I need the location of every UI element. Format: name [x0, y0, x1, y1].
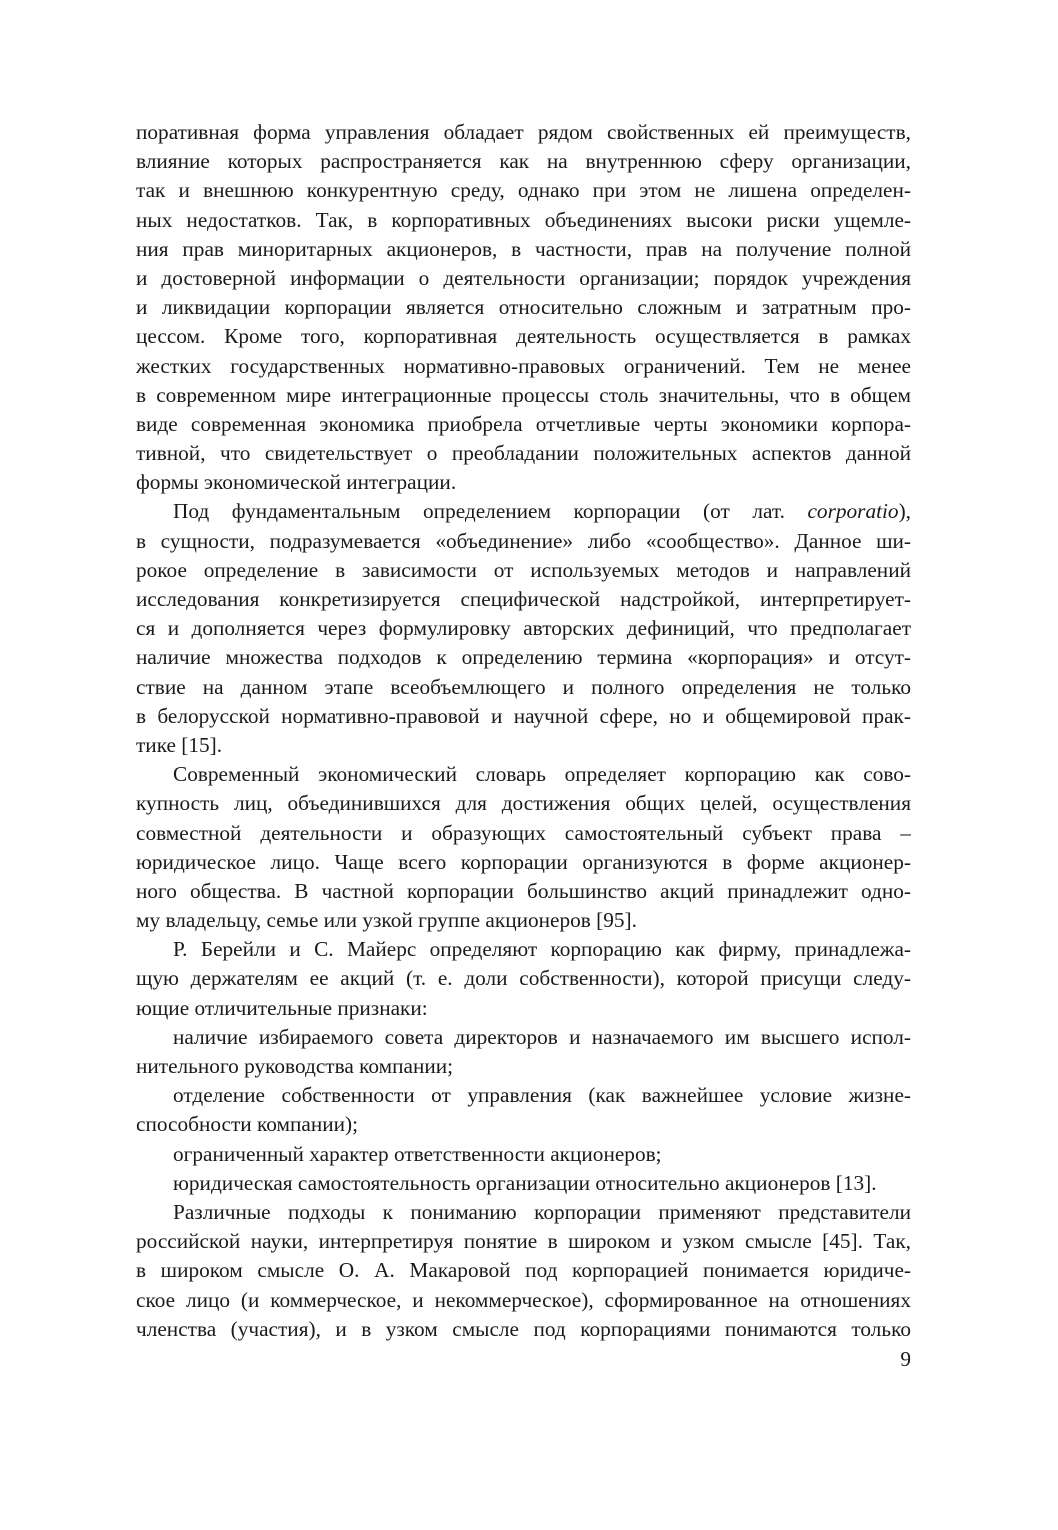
- text-line: российской науки, интерпретируя понятие в широком и узком смысле [45]. Так,: [136, 1229, 911, 1254]
- text-line: исследования конкретизируется специфической надстройкой, интерпретирует-: [136, 587, 911, 611]
- text-line: так и внешнюю конкурентную среду, однако при этом не лишена определен-: [136, 178, 911, 203]
- text-line: тике [15].: [136, 732, 223, 757]
- text-line: щую держателям ее акций (т. е. доли собственности), которой присущи следу-: [136, 966, 911, 991]
- text-line: цессом. Кроме того, корпоративная деятельность осуществляется в рамках: [136, 324, 911, 349]
- text-line: в белорусской нормативно-правовой и научной сфере, но и общемировой прак-: [136, 703, 911, 728]
- text-line: в сущности, подразумевается «объединение» либо «сообщество». Данное ши-: [136, 528, 911, 553]
- text-line: виде современная экономика приобрела отчетливые черты экономики корпора-: [136, 411, 911, 436]
- text-line: в современном мире интеграционные процессы столь значительны, что в общем: [136, 382, 911, 407]
- text-line: в широком смысле О. А. Макаровой под корпорацией понимается юридиче-: [136, 1258, 911, 1283]
- text-line: отделение собственности от управления (как важнейшее условие жизне-: [173, 1083, 911, 1108]
- text-run: Под фундаментальным определением корпорации (от лат.: [173, 499, 808, 524]
- page-number: 9: [900, 1347, 911, 1371]
- text-line: и достоверной информации о деятельности организации; порядок учреждения: [136, 265, 911, 290]
- text-line: формы экономической интеграции.: [136, 470, 457, 495]
- text-line: наличие избираемого совета директоров и назначаемого им высшего испол-: [173, 1024, 911, 1049]
- text-line: ся и дополняется через формулировку авторских дефиниций, что предполагает: [136, 616, 911, 641]
- text-line: совместной деятельности и образующих самостоятельный субъект права –: [136, 820, 911, 845]
- text-line: ния прав миноритарных акционеров, в частности, прав на получение полной: [136, 236, 911, 261]
- text-line: ных недостатков. Так, в корпоративных объединениях высоки риски ущемле-: [136, 207, 911, 232]
- text-line: ствие на данном этапе всеобъемлющего и полного определения не только: [136, 674, 911, 699]
- text-line: жестких государственных нормативно-правовых ограничений. Тем не менее: [136, 353, 911, 378]
- text-line: ного общества. В частной корпорации большинство акций принадлежит одно-: [136, 878, 911, 903]
- text-line: Различные подходы к пониманию корпорации применяют представители: [173, 1199, 911, 1224]
- text-line: рокое определение в зависимости от используемых методов и направлений: [136, 557, 911, 582]
- body-text: [136, 118, 911, 1344]
- text-line: наличие множества подходов к определению термина «корпорация» и отсут-: [136, 645, 911, 670]
- text-line: поративная форма управления обладает рядом свойственных ей преимуществ,: [136, 120, 911, 144]
- text-line: Р. Берейли и С. Майерс определяют корпорацию как фирму, принадлежа-: [173, 937, 911, 962]
- text-line: Современный экономический словарь определяет корпорацию как сово-: [173, 762, 911, 787]
- text-line: тивной, что свидетельствует о преобладании положительных аспектов данной: [136, 441, 911, 466]
- text-line: членства (участия), и в узком смысле под корпорациями понимаются только: [136, 1316, 911, 1341]
- text-line: влияние которых распространяется как на внутреннюю сферу организации,: [136, 149, 911, 174]
- text-run: ),: [898, 499, 911, 524]
- text-line: [136, 497, 911, 526]
- text-line: ющие отличительные признаки:: [136, 995, 428, 1020]
- latin-term: corporatio: [807, 499, 899, 524]
- text-line: нительного руководства компании;: [136, 1054, 454, 1078]
- text-line: ограниченный характер ответственности акционеров;: [173, 1141, 662, 1166]
- text-line: и ликвидации корпорации является относительно сложным и затратным про-: [136, 295, 911, 320]
- text-line: ское лицо (и коммерческое, и некоммерческое), сформированное на отношениях: [136, 1287, 911, 1312]
- text-line: юридическая самостоятельность организации относительно акционеров [13].: [173, 1170, 877, 1195]
- text-line: юридическое лицо. Чаще всего корпорации организуются в форме акционер-: [136, 849, 911, 874]
- text-line: способности компании);: [136, 1112, 359, 1137]
- text-line: му владельцу, семье или узкой группе акционеров [95].: [136, 908, 637, 933]
- text-line: купность лиц, объединившихся для достижения общих целей, осуществления: [136, 791, 911, 816]
